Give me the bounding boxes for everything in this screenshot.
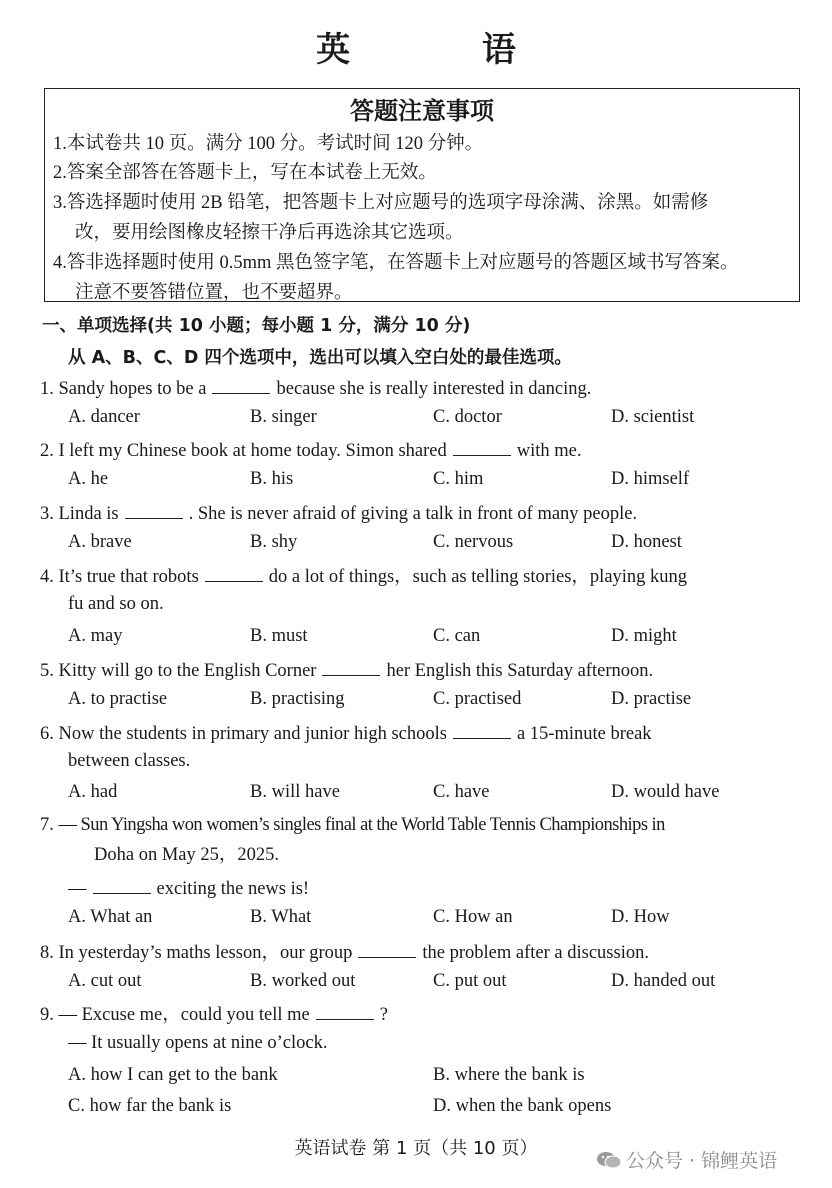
question-continuation: Doha on May 25，2025. [94, 845, 279, 865]
notice-line: 3.答选择题时使用 2B 铅笔，把答题卡上对应题号的选项字母涂满、涂黑。如需修 [53, 193, 709, 213]
option-b: B. shy [250, 532, 298, 552]
option-a: A. brave [68, 532, 132, 552]
question-7 [40, 814, 665, 836]
notice-box [44, 88, 800, 302]
option-d: D. scientist [611, 407, 695, 427]
question-text: exciting the news is! [156, 879, 310, 899]
option-d: D. honest [611, 532, 682, 552]
question-text: It’s true that robots [58, 567, 199, 587]
answer-blank [316, 1001, 374, 1020]
question-4 [40, 563, 687, 588]
answer-blank [93, 875, 151, 894]
option-a: A. had [68, 782, 118, 802]
notice-heading: 答题注意事项 [350, 97, 494, 125]
watermark [596, 1146, 777, 1173]
question-text: . She is never afraid of giving a talk in front of many people. [188, 504, 638, 524]
question-text: a 15-minute break [516, 724, 652, 744]
dialogue-reply: — It usually opens at nine o’clock. [68, 1033, 328, 1053]
dialogue-reply [68, 875, 309, 900]
question-text: — [68, 879, 87, 899]
option-b: B. will have [250, 782, 340, 802]
question-text: Linda is [58, 504, 119, 524]
notice-line: 1.本试卷共 10 页。满分 100 分。考试时间 120 分钟。 [53, 134, 484, 154]
option-a: A. What an [68, 907, 153, 927]
notice-line: 改，要用绘图橡皮轻擦干净后再选涂其它选项。 [75, 223, 464, 243]
answer-blank [453, 437, 511, 456]
question-number: 8. [40, 943, 54, 963]
option-d: D. How [611, 907, 670, 927]
question-6 [40, 720, 652, 745]
option-c: C. have [433, 782, 490, 802]
option-c: C. practised [433, 689, 522, 709]
question-number: 9. [40, 1005, 54, 1025]
question-text: ? [379, 1005, 388, 1025]
option-a: A. to practise [68, 689, 168, 709]
option-a: A. how I can get to the bank [68, 1065, 278, 1085]
option-b: B. practising [250, 689, 345, 709]
option-d: D. might [611, 626, 677, 646]
option-b: B. worked out [250, 971, 356, 991]
question-2 [40, 437, 582, 462]
question-text: I left my Chinese book at home today. Simon shared [58, 441, 447, 461]
answer-blank [125, 500, 183, 519]
question-3 [40, 500, 637, 525]
answer-blank [453, 720, 511, 739]
option-c: C. him [433, 469, 484, 489]
question-number: 7. [40, 815, 54, 835]
question-text: In yesterday’s maths lesson，our group [58, 943, 353, 963]
option-a: A. dancer [68, 407, 140, 427]
question-text: with me. [516, 441, 582, 461]
answer-blank [322, 657, 380, 676]
option-c: C. can [433, 626, 481, 646]
question-5 [40, 657, 653, 682]
option-d: D. would have [611, 782, 720, 802]
option-d: D. practise [611, 689, 692, 709]
page-footer: 英语试卷 第 1 页（共 10 页） [294, 1138, 538, 1159]
question-continuation: between classes. [68, 751, 191, 771]
notice-line: 注意不要答错位置，也不要超界。 [75, 283, 353, 303]
question-text: — Excuse me，could you tell me [58, 1005, 310, 1025]
section-instruction: 从 A、B、C、D 四个选项中，选出可以填入空白处的最佳选项。 [68, 348, 572, 368]
question-text: — Sun Yingsha won women’s singles final at the World Table Tennis Championships in [58, 815, 665, 835]
question-number: 6. [40, 724, 54, 744]
option-b: B. What [250, 907, 312, 927]
question-text: Sandy hopes to be a [58, 379, 207, 399]
option-b: B. his [250, 469, 294, 489]
wechat-icon [596, 1151, 622, 1169]
option-b: B. must [250, 626, 308, 646]
option-a: A. cut out [68, 971, 142, 991]
question-text: do a lot of things，such as telling stories，playing kung [268, 567, 688, 587]
notice-line: 4.答非选择题时使用 0.5mm 黑色签字笔，在答题卡上对应题号的答题区域书写答案。 [53, 253, 739, 273]
answer-blank [205, 563, 263, 582]
question-number: 2. [40, 441, 54, 461]
option-b: B. singer [250, 407, 317, 427]
question-text: Kitty will go to the English Corner [58, 661, 317, 681]
question-text: the problem after a discussion. [422, 943, 649, 963]
question-9 [40, 1001, 388, 1026]
question-number: 5. [40, 661, 54, 681]
watermark-text: 公众号 · 锦鲤英语 [626, 1150, 778, 1172]
answer-blank [358, 939, 416, 958]
option-d: D. handed out [611, 971, 716, 991]
question-text: her English this Saturday afternoon. [386, 661, 654, 681]
option-c: C. how far the bank is [68, 1096, 232, 1116]
option-a: A. he [68, 469, 109, 489]
question-continuation: fu and so on. [68, 594, 164, 614]
question-number: 3. [40, 504, 54, 524]
question-text: because she is really interested in dancing. [276, 379, 592, 399]
option-d: D. himself [611, 469, 690, 489]
answer-blank [212, 375, 270, 394]
question-number: 4. [40, 567, 54, 587]
option-c: C. doctor [433, 407, 502, 427]
section-heading: 一、单项选择(共 10 小题；每小题 1 分，满分 10 分) [42, 316, 471, 336]
option-c: C. How an [433, 907, 513, 927]
question-number: 1. [40, 379, 54, 399]
question-1 [40, 375, 591, 400]
option-c: C. nervous [433, 532, 514, 552]
page-title: 英 语 [316, 30, 576, 70]
question-text: Now the students in primary and junior high schools [58, 724, 447, 744]
question-8 [40, 939, 649, 964]
notice-line: 2.答案全部答在答题卡上，写在本试卷上无效。 [53, 163, 437, 183]
option-a: A. may [68, 626, 123, 646]
option-b: B. where the bank is [433, 1065, 585, 1085]
option-d: D. when the bank opens [433, 1096, 612, 1116]
option-c: C. put out [433, 971, 507, 991]
